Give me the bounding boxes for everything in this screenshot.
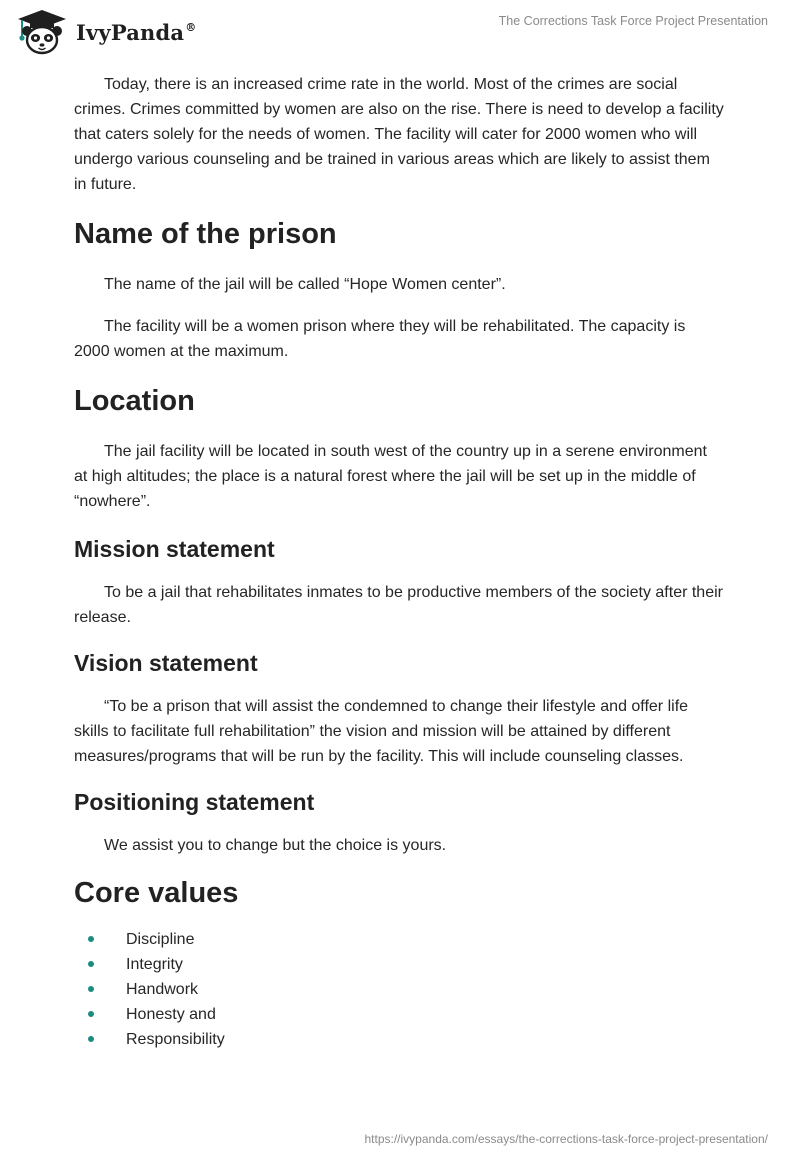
- heading-name-of-prison: Name of the prison: [74, 218, 337, 250]
- document-title: The Corrections Task Force Project Presentation: [498, 14, 768, 28]
- bullet-dot-icon: [88, 986, 94, 992]
- positioning-paragraph: We assist you to change but the choice is yours.: [104, 837, 447, 854]
- heading-core-values: Core values: [74, 877, 239, 909]
- heading-vision-statement: Vision statement: [74, 650, 258, 676]
- list-item: Discipline: [74, 927, 724, 952]
- heading-location: Location: [74, 385, 195, 417]
- list-item: Responsibility: [74, 1027, 724, 1052]
- name-paragraph-2: The facility will be a women prison where they will be rehabilitated. The capacity is 2000 women at the maximum.: [74, 318, 686, 360]
- bullet-dot-icon: [88, 936, 94, 942]
- brand-name: IvyPanda®: [76, 19, 197, 45]
- name-paragraph-1: The name of the jail will be called “Hope Women center”.: [104, 276, 506, 293]
- location-paragraph: The jail facility will be located in south west of the country up in a serene environment at high altitudes; the place is a natural forest where the jail will be set up in the middle of “nowhere”.: [74, 443, 707, 510]
- ivypanda-logo[interactable]: [14, 8, 196, 56]
- bullet-dot-icon: [88, 1011, 94, 1017]
- heading-positioning-statement: Positioning statement: [74, 789, 315, 815]
- panda-graduate-icon: [14, 8, 70, 56]
- intro-paragraph: Today, there is an increased crime rate in the world. Most of the crimes are social crimes. Crimes committed by women are also on the rise. There is need to develop a facility that caters solely for the needs of women. The facility will cater for 2000 women who will undergo various counseling and be trained in various areas which are likely to assist them in future.: [74, 76, 724, 193]
- bullet-dot-icon: [88, 1036, 94, 1042]
- heading-mission-statement: Mission statement: [74, 536, 275, 562]
- registered-mark: ®: [185, 20, 197, 34]
- list-item: Honesty and: [74, 1002, 724, 1027]
- mission-paragraph: To be a jail that rehabilitates inmates to be productive members of the society after their release.: [74, 584, 723, 626]
- page-header: [0, 0, 800, 64]
- vision-paragraph: “To be a prison that will assist the condemned to change their lifestyle and offer life skills to facilitate full rehabilitation” the vision and mission will be attained by different measures/programs that will be run by the facility. This will include counseling classes.: [74, 698, 689, 765]
- essay-body: [74, 70, 724, 1052]
- list-item: Integrity: [74, 952, 724, 977]
- bullet-dot-icon: [88, 961, 94, 967]
- list-item: Handwork: [74, 977, 724, 1002]
- source-url-link[interactable]: https://ivypanda.com/essays/the-corrections-task-force-project-presentation/: [364, 1132, 768, 1146]
- core-values-list: [74, 927, 724, 1052]
